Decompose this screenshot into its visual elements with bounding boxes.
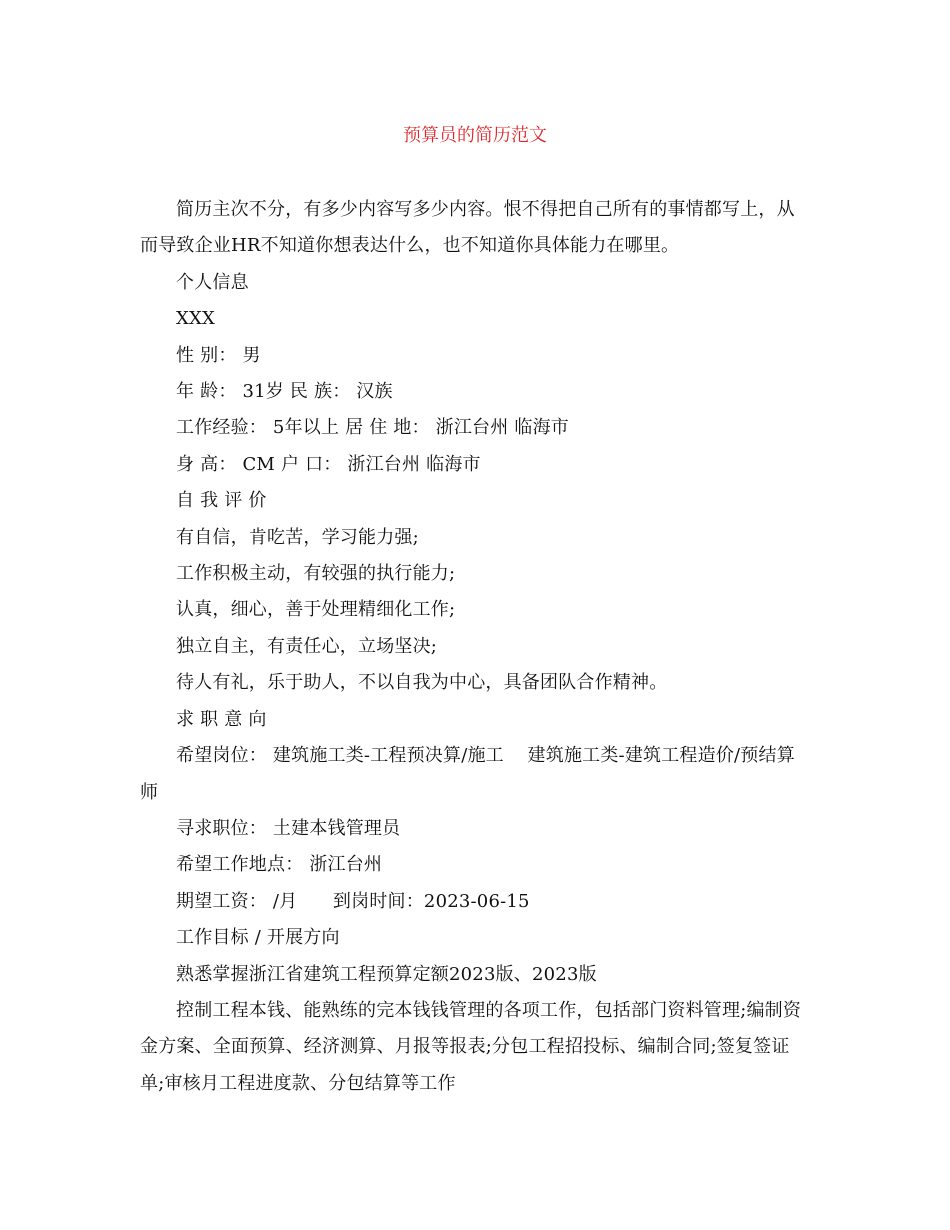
salary-start-date-line: 期望工资： /月 到岗时间：2023-06-15 [176,890,530,912]
self-evaluation-item: 待人有礼，乐于助人，不以自我为中心，具备团队合作精神。 [176,672,668,694]
desired-location-line: 希望工作地点： 浙江台州 [176,854,383,876]
document-title: 预算员的简历范文 [403,125,547,146]
work-goal-item: 控制工程本钱、能熟练的完本钱钱管理的各项工作，包括部门资料管理;编制资金方案、全面预算、经济测算、月报等报表;分包工程招投标、编制合同;签复签证单;审核月工程进度款、分包结算等工作 [140,999,802,1094]
self-evaluation-item: 认真，细心，善于处理精细化工作; [176,599,456,621]
self-evaluation-item: 独立自主，有责任心，立场坚决; [176,635,438,657]
age-ethnicity-line: 年 龄： 31岁 民 族： 汉族 [176,381,393,403]
intro-paragraph: 简历主次不分，有多少内容写多少内容。恨不得把自己所有的事情都写上，从而导致企业HR不知道你想表达什么，也不知道你具体能力在哪里。 [140,199,795,257]
gender-line: 性 别： 男 [176,344,261,366]
height-hukou-line: 身 高： CM 户 口： 浙江台州 临海市 [176,453,481,475]
section-heading-job-intention: 求 职 意 向 [176,708,267,730]
work-goal-item: 熟悉掌握浙江省建筑工程预算定额2023版、2023版 [176,963,597,985]
self-evaluation-item: 工作积极主动，有较强的执行能力; [176,563,456,585]
section-heading-personal-info: 个人信息 [176,271,249,293]
name-line: XXX [176,308,216,330]
section-heading-work-goals: 工作目标 / 开展方向 [176,927,340,949]
self-evaluation-item: 有自信，肯吃苦，学习能力强; [176,526,419,548]
section-heading-self-evaluation: 自 我 评 价 [176,490,267,512]
experience-residence-line: 工作经验： 5年以上 居 住 地： 浙江台州 临海市 [176,417,569,439]
document-body [140,192,812,1102]
desired-position-line: 希望岗位： 建筑施工类-工程预决算/施工 建筑施工类-建筑工程造价/预结算师 [140,745,795,803]
sought-position-line: 寻求职位： 土建本钱管理员 [176,817,401,839]
